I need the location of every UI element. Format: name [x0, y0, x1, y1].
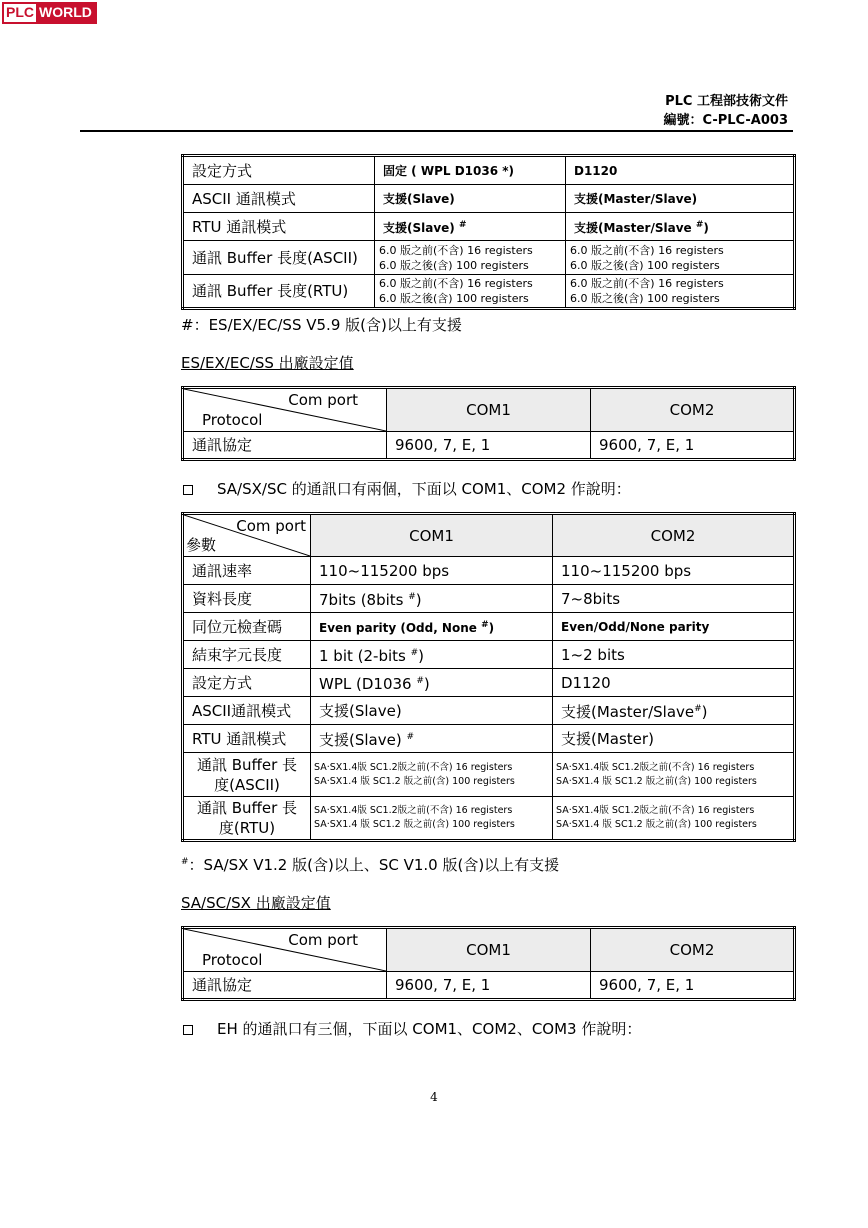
- table-row: [183, 275, 795, 309]
- column-header: COM1: [387, 388, 591, 432]
- table-row: [183, 697, 795, 725]
- table-cell: ASCII通訊模式: [183, 697, 311, 725]
- table-row: [183, 156, 795, 185]
- corner-bottom-label: Protocol: [202, 951, 263, 969]
- document-header: [664, 92, 788, 130]
- table-row: [183, 753, 795, 797]
- table-row: [183, 585, 795, 613]
- table-cell: Even parity (Odd, None #): [311, 613, 553, 641]
- table-row: [183, 514, 795, 557]
- table-cell: 6.0 版之前(不含) 16 registers 6.0 版之後(含) 100 registers: [566, 241, 795, 275]
- corner-top-label: Com port: [288, 931, 358, 949]
- table-sa-sx-sc-settings: [181, 512, 796, 842]
- table-cell: D1120: [553, 669, 795, 697]
- diagonal-header-cell: [183, 514, 311, 557]
- table-cell: 6.0 版之前(不含) 16 registers 6.0 版之後(含) 100 registers: [375, 275, 566, 309]
- table-cell: 結束字元長度: [183, 641, 311, 669]
- table-cell: 1~2 bits: [553, 641, 795, 669]
- logo-part1: PLC: [6, 4, 34, 20]
- header-title: PLC 工程部技術文件: [665, 94, 788, 109]
- table-cell: 支援(Master/Slave): [566, 185, 795, 213]
- table-es-settings: [181, 154, 796, 310]
- table-cell: 110~115200 bps: [553, 557, 795, 585]
- table-cell: RTU 通訊模式: [183, 213, 375, 241]
- table-row: [183, 241, 795, 275]
- table-cell: RTU 通訊模式: [183, 725, 311, 753]
- table-cell: 1 bit (2-bits #): [311, 641, 553, 669]
- table-cell: 通訊 Buffer 長度(RTU): [183, 275, 375, 309]
- table-row: [183, 972, 795, 1000]
- column-header: COM2: [591, 388, 795, 432]
- bullet-eh: EH 的通訊口有三個，下面以 COM1、COM2、COM3 作說明：: [183, 1018, 641, 1039]
- corner-bottom-label: Protocol: [202, 411, 263, 429]
- bullet-sa-sx-sc: SA/SX/SC 的通訊口有兩個，下面以 COM1、COM2 作說明：: [183, 478, 631, 499]
- table-cell: 通訊 Buffer 長度(RTU): [183, 797, 311, 841]
- corner-bottom-label: 參數: [186, 536, 217, 554]
- table-cell: SA‧SX1.4版 SC1.2版之前(不含) 16 registers SA‧SX1.4 版 SC1.2 版之前(含) 100 registers: [553, 797, 795, 841]
- table-cell: SA‧SX1.4版 SC1.2版之前(不含) 16 registers SA‧SX1.4 版 SC1.2 版之前(含) 100 registers: [311, 797, 553, 841]
- table-cell: 9600, 7, E, 1: [591, 432, 795, 460]
- column-header: COM2: [553, 514, 795, 557]
- table-cell: 設定方式: [183, 156, 375, 185]
- corner-top-label: Com port: [236, 517, 306, 535]
- table-cell: 支援(Slave): [311, 697, 553, 725]
- table-cell: 支援(Master): [553, 725, 795, 753]
- table-row: [183, 388, 795, 432]
- table-cell: SA‧SX1.4版 SC1.2版之前(不含) 16 registers SA‧SX1.4 版 SC1.2 版之前(含) 100 registers: [553, 753, 795, 797]
- section-title-sa-defaults: SA/SC/SX 出廠設定值: [181, 894, 331, 912]
- table-cell: 支援(Slave): [375, 185, 566, 213]
- table-cell: 通訊協定: [183, 972, 387, 1000]
- corner-top-label: Com port: [288, 391, 358, 409]
- table-cell: 6.0 版之前(不含) 16 registers 6.0 版之後(含) 100 registers: [566, 275, 795, 309]
- table-cell: ASCII 通訊模式: [183, 185, 375, 213]
- table-cell: 同位元檢查碼: [183, 613, 311, 641]
- table-cell: 通訊 Buffer 長度(ASCII): [183, 753, 311, 797]
- footnote-es: #：ES/EX/EC/SS V5.9 版(含)以上有支援: [181, 316, 462, 334]
- table-row: [183, 557, 795, 585]
- table-cell: 110~115200 bps: [311, 557, 553, 585]
- table-row: [183, 928, 795, 972]
- table-cell: 設定方式: [183, 669, 311, 697]
- table-row: [183, 185, 795, 213]
- section-title-es-defaults: ES/EX/EC/SS 出廠設定值: [181, 354, 354, 372]
- header-doc-number: 編號：C-PLC-A003: [663, 113, 788, 128]
- logo-part2: WORLD: [36, 4, 95, 22]
- table-row: [183, 669, 795, 697]
- table-sa-defaults: [181, 926, 796, 1001]
- table-cell: 7~8bits: [553, 585, 795, 613]
- table-row: [183, 432, 795, 460]
- footnote-sa-sx-sc: #：SA/SX V1.2 版(含)以上、SC V1.0 版(含)以上有支援: [181, 856, 560, 874]
- table-cell: 固定 ( WPL D1036 *): [375, 156, 566, 185]
- column-header: COM1: [311, 514, 553, 557]
- table-cell: SA‧SX1.4版 SC1.2版之前(不含) 16 registers SA‧SX1.4 版 SC1.2 版之前(含) 100 registers: [311, 753, 553, 797]
- table-cell: 通訊 Buffer 長度(ASCII): [183, 241, 375, 275]
- table-row: [183, 213, 795, 241]
- table-cell: 7bits (8bits #): [311, 585, 553, 613]
- checkbox-bullet-icon: [183, 485, 193, 495]
- table-row: [183, 797, 795, 841]
- header-rule: [80, 130, 793, 132]
- table-cell: 資料長度: [183, 585, 311, 613]
- checkbox-bullet-icon: [183, 1025, 193, 1035]
- table-row: [183, 725, 795, 753]
- table-cell: 支援(Master/Slave#): [553, 697, 795, 725]
- column-header: COM2: [591, 928, 795, 972]
- table-row: [183, 613, 795, 641]
- table-cell: 9600, 7, E, 1: [591, 972, 795, 1000]
- diagonal-header-cell: [183, 388, 387, 432]
- table-row: [183, 641, 795, 669]
- table-es-defaults: [181, 386, 796, 461]
- table-cell: 9600, 7, E, 1: [387, 432, 591, 460]
- table-cell: WPL (D1036 #): [311, 669, 553, 697]
- table-cell: 支援(Slave) #: [375, 213, 566, 241]
- table-cell: 6.0 版之前(不含) 16 registers 6.0 版之後(含) 100 registers: [375, 241, 566, 275]
- table-cell: 通訊協定: [183, 432, 387, 460]
- table-cell: Even/Odd/None parity: [553, 613, 795, 641]
- table-cell: 通訊速率: [183, 557, 311, 585]
- plc-world-logo: [2, 2, 97, 24]
- table-cell: 支援(Master/Slave #): [566, 213, 795, 241]
- table-cell: 支援(Slave) #: [311, 725, 553, 753]
- table-cell: D1120: [566, 156, 795, 185]
- diagonal-header-cell: [183, 928, 387, 972]
- column-header: COM1: [387, 928, 591, 972]
- table-cell: 9600, 7, E, 1: [387, 972, 591, 1000]
- page-number: 4: [430, 1090, 438, 1104]
